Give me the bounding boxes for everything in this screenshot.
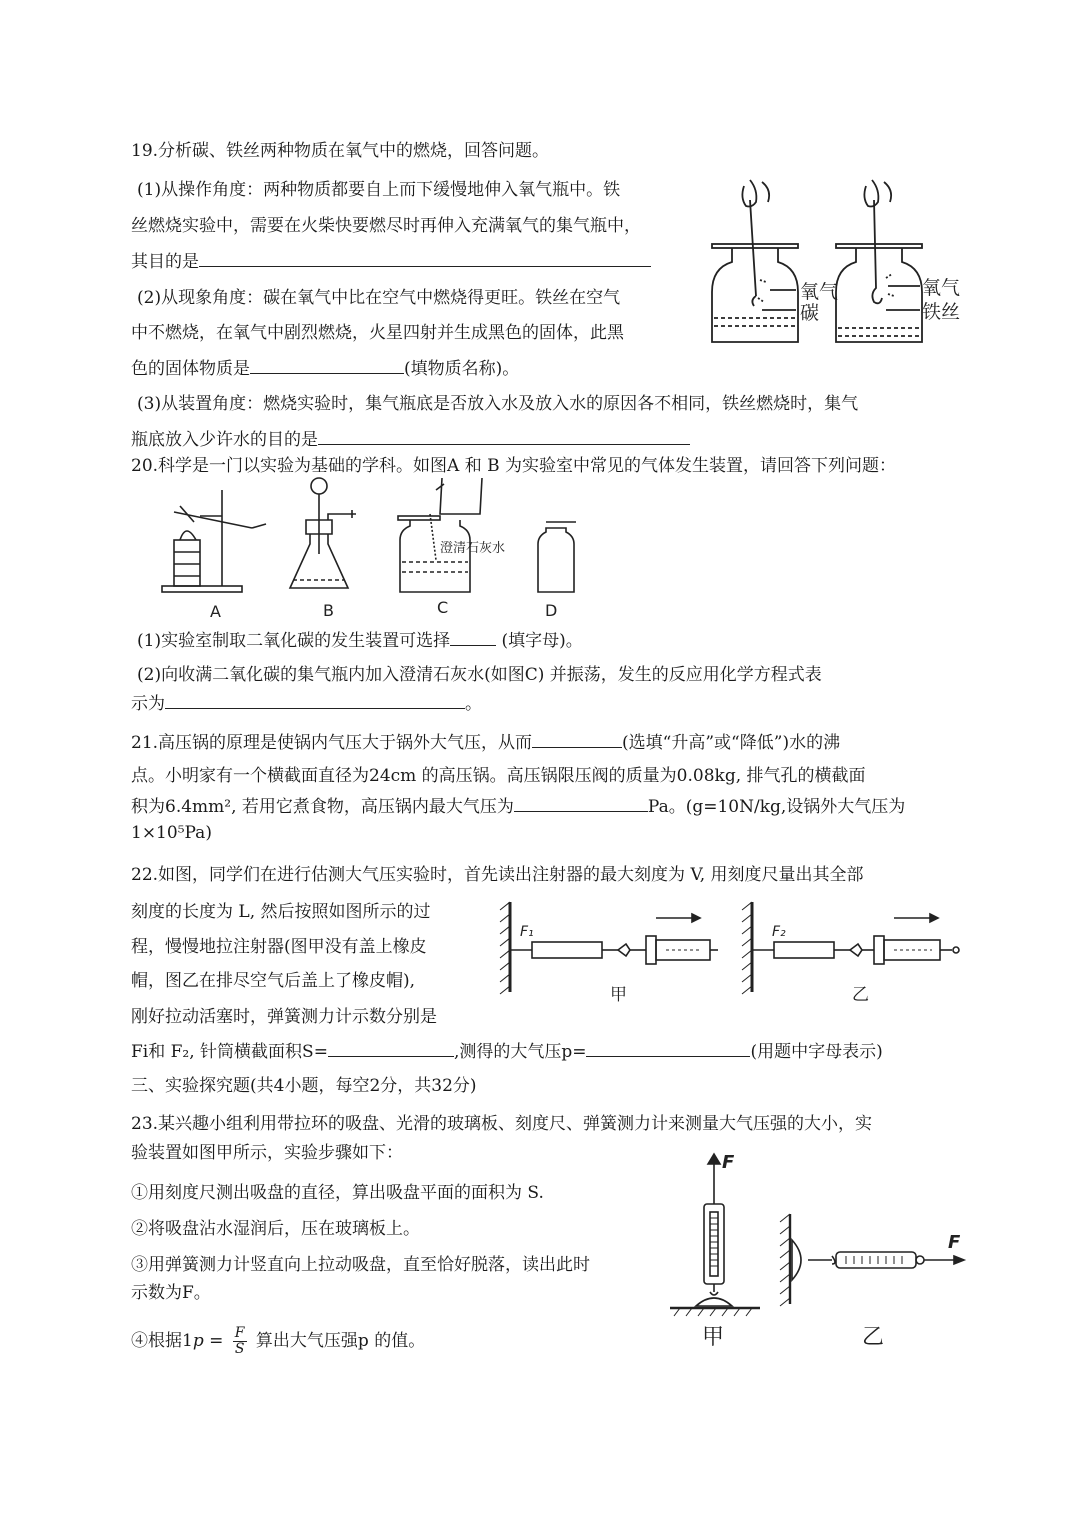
q22-line5: 刚好拉动活塞时，弹簧测力计示数分别是: [131, 1007, 437, 1027]
q19-part1-line1: (1)从操作角度：两种物质都要自上而下缓慢地伸入氧气瓶中。铁: [137, 180, 621, 200]
q20-blank-device[interactable]: [450, 627, 496, 646]
q22-blank-pressure[interactable]: [586, 1038, 750, 1057]
q20-title: 20.科学是一门以实验为基础的学科。如图A 和 B 为实验室中常见的气体发生装置，请回答下列问题：: [131, 456, 897, 476]
q23-formula-fraction: [233, 1326, 247, 1357]
q23-formula-eq: =: [203, 1331, 229, 1351]
q19-part2-line1: (2)从现象角度：碳在氧气中比在空气中燃烧得更旺。铁丝在空气: [137, 288, 621, 308]
q22-figure: [496, 892, 966, 1005]
q23-label-jia: 甲: [702, 1325, 725, 1350]
q23-figure: [664, 1148, 974, 1358]
q23-step1: ①用刻度尺测出吸盘的直径，算出吸盘平面的面积为 S.: [131, 1183, 544, 1203]
q19-blank-water-purpose[interactable]: [318, 426, 690, 445]
q19-part3-text: 瓶底放入少许水的目的是: [131, 430, 318, 450]
q21-blank-pressure[interactable]: [514, 793, 648, 812]
q19-part2-text: 色的固体物质是: [131, 359, 250, 379]
q23-step4-prefix: ④根据1: [131, 1331, 193, 1351]
q20-label-b: B: [323, 601, 334, 620]
q20-part2-line1: (2)向收满二氧化碳的集气瓶内加入澄清石灰水(如图C) 并振荡，发生的反应用化学方程式表: [137, 665, 822, 685]
q20-limewater-label: 澄清石灰水: [440, 541, 506, 556]
q19-label-carbon: 碳: [800, 302, 820, 324]
q20-label-c: C: [437, 598, 449, 617]
q19-label-iron: 铁丝: [922, 301, 961, 323]
q22-text-hint: (用题中字母表示): [750, 1042, 883, 1062]
q20-label-a: A: [210, 602, 221, 621]
q21-line4: 1×10⁵Pa): [131, 823, 212, 843]
q20-part1-text: (1)实验室制取二氧化碳的发生装置可选择: [137, 631, 451, 651]
q21-blank-raise-lower[interactable]: [532, 729, 622, 748]
q22-line3: 程，慢慢地拉注射器(图甲没有盖上橡皮: [131, 937, 427, 957]
q19-part2-line2: 中不燃烧，在氧气中剧烈燃烧，火星四射并生成黑色的固体，此黑: [131, 323, 624, 343]
q23-step2: ②将吸盘沾水湿润后，压在玻璃板上。: [131, 1219, 420, 1239]
q21-text-1: 21.高压锅的原理是使锅内气压大于锅外大气压，从而: [131, 733, 533, 753]
q21-text-4: Pa。(g=10N/kg,设锅外大气压为: [647, 797, 906, 817]
q19-part2-line3: [131, 355, 519, 382]
q19-part3-line1: (3)从装置角度：燃烧实验时，集气瓶底是否放入水及放入水的原因各不相同，铁丝燃烧时，集气: [137, 394, 859, 414]
q22-label-jia: 甲: [610, 985, 627, 1005]
q20-part2-line2: [131, 690, 482, 717]
q22-label-yi: 乙: [852, 985, 869, 1005]
q23-formula-numerator: F: [234, 1325, 245, 1341]
q19-label-oxygen-1: 氧气: [800, 281, 839, 303]
q22-line4: 帽，图乙在排尽空气后盖上了橡皮帽),: [131, 971, 416, 991]
q19-part2-hint: (填物质名称)。: [404, 359, 520, 379]
q23-label-yi: 乙: [862, 1325, 885, 1350]
q23-step4: [131, 1324, 425, 1358]
q19-blank-substance[interactable]: [250, 355, 404, 374]
q22-line6: [131, 1038, 883, 1065]
q20-part1: [137, 627, 583, 654]
q20-label-d: D: [545, 601, 558, 620]
q22-label-f1: F₁: [520, 924, 534, 940]
q23-step3-line2: 示数为F。: [131, 1283, 211, 1303]
q23-line2: 验装置如图甲所示，实验步骤如下：: [131, 1143, 403, 1163]
q21-text-2: (选填“升高”或“降低”)水的沸: [622, 733, 841, 753]
q20-figure: [160, 476, 590, 626]
q21-line2: 点。小明家有一个横截面直径为24cm 的高压锅。高压锅限压阀的质量为0.08kg, 排气孔的横截面: [131, 766, 866, 786]
q23-formula-denominator: S: [234, 1341, 245, 1357]
q20-part1-hint: (填字母)。: [496, 631, 583, 651]
q19-part1-line2: 丝燃烧实验中，需要在火柴快要燃尽时再伸入充满氧气的集气瓶中，: [131, 216, 641, 236]
q23-label-force-yi: F: [948, 1232, 961, 1253]
q23-line1: 23.某兴趣小组利用带拉环的吸盘、光滑的玻璃板、刻度尺、弹簧测力计来测量大气压强的大小，实: [131, 1114, 873, 1134]
q23-label-force-jia: F: [722, 1152, 735, 1173]
q19-blank-purpose[interactable]: [199, 248, 651, 267]
section3-title: 三、实验探究题(共4小题，每空2分，共32分): [131, 1076, 477, 1096]
q22-blank-area[interactable]: [328, 1038, 454, 1057]
q20-part2-text: 示为: [131, 694, 165, 714]
q22-line2: 刻度的长度为 L, 然后按照如图所示的过: [131, 902, 431, 922]
q21-line1: [131, 729, 840, 756]
q19-figure: [700, 178, 960, 348]
q21-text-3: 积为6.4mm², 若用它煮食物，高压锅内最大气压为: [131, 797, 514, 817]
q22-line1: 22.如图，同学们在进行估测大气压实验时，首先读出注射器的最大刻度为 V, 用刻度尺量出其全部: [131, 865, 864, 885]
q19-label-oxygen-2: 氧气: [922, 277, 961, 299]
q19-part3-line2: [131, 426, 690, 453]
q23-formula-p: p: [192, 1331, 204, 1351]
q22-label-f2: F₂: [772, 924, 786, 940]
q20-blank-equation[interactable]: [165, 690, 465, 709]
q19-title: 19.分析碳、铁丝两种物质在氧气中的燃烧，回答问题。: [131, 141, 550, 161]
q19-part1-text: 其目的是: [131, 252, 199, 272]
q22-text-pressure: ,测得的大气压p=: [453, 1042, 587, 1062]
q23-step4-suffix: 算出大气压强p 的值。: [250, 1331, 426, 1351]
q23-step3-line1: ③用弹簧测力计竖直向上拉动吸盘，直至恰好脱落，读出此时: [131, 1255, 590, 1275]
q22-text-area: Fi和 F₂, 针筒横截面积S=: [131, 1042, 328, 1062]
q19-part1-line3: [131, 248, 651, 275]
q21-line3: [131, 793, 905, 820]
q20-part2-end: 。: [465, 694, 482, 714]
